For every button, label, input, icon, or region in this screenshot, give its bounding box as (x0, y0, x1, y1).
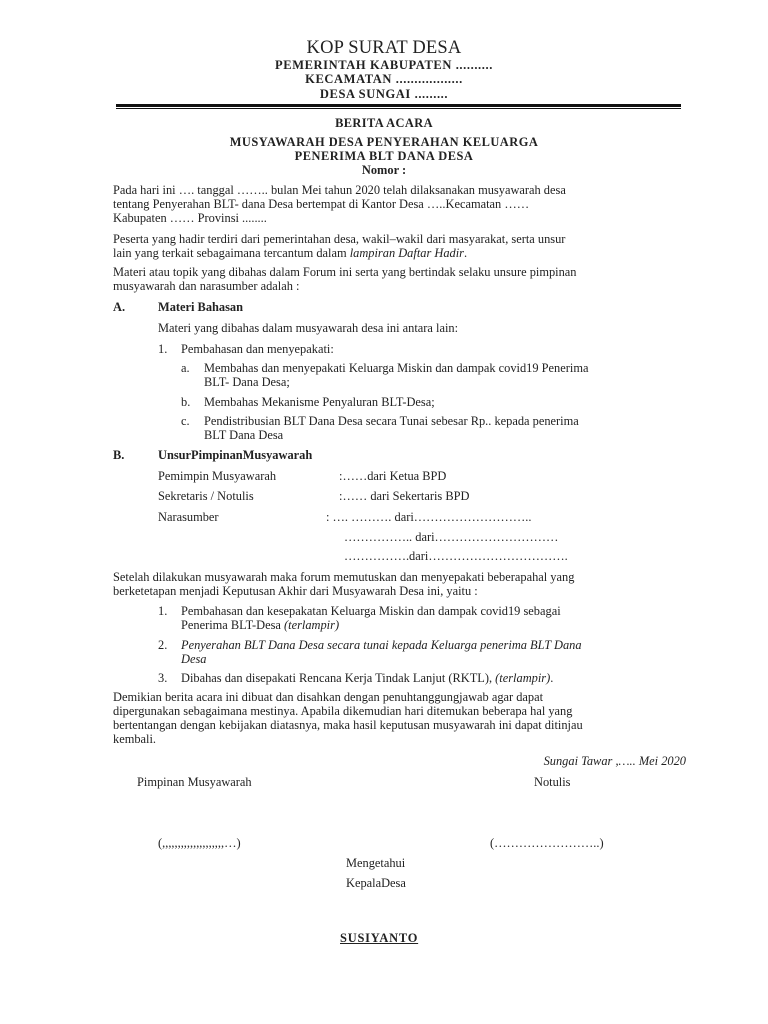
leader-label: Pemimpin Musyawarah (158, 469, 277, 483)
paragraph-line: Kabupaten …… Provinsi ........ (113, 211, 267, 225)
text-segment: Dibahas dan disepakati Rencana Kerja Tindak Lanjut (RKTL), (181, 671, 496, 685)
decision-line (181, 618, 686, 632)
paragraph-line: kembali. (113, 732, 157, 746)
paragraph-line: tentang Penyerahan BLT- dana Desa bertempat di Kantor Desa …..Kecamatan …… (113, 197, 530, 211)
section-a-intro: Materi yang dibahas dalam musyawarah desa ini antara lain: (158, 321, 459, 335)
document-title-line1: MUSYAWARAH DESA PENYERAHAN KELUARGA (229, 135, 539, 149)
text-segment: . (463, 246, 468, 260)
daftar-hadir-reference: lampiran Daftar Hadir (349, 246, 464, 260)
paragraph-participants (113, 232, 686, 260)
nomor-label: Nomor : (361, 163, 407, 177)
paragraph-line: bertentangan dengan kebijakan diatasnya, maka hasil keputusan musyawarah ini dapat ditinjau (113, 718, 583, 732)
mengetahui-label: Mengetahui (346, 856, 406, 870)
paragraph-topics (113, 265, 686, 293)
paragraph-line: Materi atau topik yang dibahas dalam Forum ini serta yang bertindak selaku unsure pimpinan (113, 265, 577, 279)
paragraph-line (113, 246, 686, 260)
paragraph-line: berketetapan menjadi Keputusan Akhir dari Musyawarah Desa ini, yaitu : (113, 584, 478, 598)
speaker-extra: …………….dari……………………………. (344, 549, 568, 563)
paragraph-line: musyawarah dan narasumber adalah : (113, 279, 300, 293)
right-signer-role: Notulis (534, 775, 571, 789)
sub-item-line: Membahas dan menyepakati Keluarga Miskin dan dampak covid19 Penerima (204, 361, 589, 375)
kop-rule-thin (116, 108, 681, 109)
document-title-line2: PENERIMA BLT DANA DESA (294, 149, 474, 163)
kop-line-desa: DESA SUNGAI ......... (319, 87, 449, 101)
left-signer-role: Pimpinan Musyawarah (137, 775, 252, 789)
kop-title: KOP SURAT DESA (306, 38, 462, 58)
sub-item (204, 395, 686, 409)
decision-line: Desa (181, 652, 207, 666)
left-signature-blank: (,,,,,,,,,,,,,,,,,,,,…) (158, 836, 241, 850)
decision-item (181, 638, 686, 666)
signer-name: SUSIYANTO (340, 931, 419, 945)
sub-item (204, 414, 686, 442)
kop-line-kabupaten: PEMERINTAH KABUPATEN .......... (275, 58, 493, 72)
decision-line: Penyerahan BLT Dana Desa secara tunai kepada Keluarga penerima BLT Dana (181, 638, 582, 652)
decision-item (181, 604, 686, 632)
paragraph-line: Pada hari ini …. tanggal …….. bulan Mei tahun 2020 telah dilaksanakan musyawarah desa (113, 183, 566, 197)
leader-value: :……dari Ketua BPD (339, 469, 447, 483)
sub-item-line: Membahas Mekanisme Penyaluran BLT-Desa; (204, 395, 435, 409)
paragraph-opening (113, 183, 686, 225)
kepala-desa-label: KepalaDesa (346, 876, 406, 890)
text-segment: Penerima BLT-Desa (181, 618, 285, 632)
section-b-letter: B. (113, 448, 125, 462)
sub-item-line: BLT Dana Desa (204, 428, 284, 442)
paragraph-decision (113, 570, 686, 598)
paragraph-line: Setelah dilakukan musyawarah maka forum memutuskan dan menyepakati beberapahal yang (113, 570, 575, 584)
sub-item-letter: a. (181, 361, 190, 375)
sub-item (204, 361, 686, 389)
secretary-label: Sekretaris / Notulis (158, 489, 254, 503)
speaker-extra: …………….. dari………………………… (344, 530, 559, 544)
section-a-title: Materi Bahasan (158, 300, 244, 314)
sub-item-line: BLT- Dana Desa; (204, 375, 290, 389)
section-a-letter: A. (113, 300, 126, 314)
sub-item-letter: c. (181, 414, 190, 428)
text-segment: lain yang terkait sebagaimana tercantum dalam (113, 246, 350, 260)
kop-rule-thick (116, 104, 681, 107)
sub-item-line: Pendistribusian BLT Dana Desa secara Tunai sebesar Rp.. kepada penerima (204, 414, 579, 428)
list-number: 2. (158, 638, 168, 652)
place-date: Sungai Tawar ,….. Mei 2020 (543, 754, 686, 768)
text-segment: . (550, 671, 554, 685)
kop-line-kecamatan: KECAMATAN .................. (305, 72, 463, 86)
section-b-title: UnsurPimpinanMusyawarah (158, 448, 313, 462)
list-number: 1. (158, 342, 168, 356)
sub-item-letter: b. (181, 395, 191, 409)
list-number: 1. (158, 604, 168, 618)
list-item-text: Pembahasan dan menyepakati: (181, 342, 334, 356)
list-number: 3. (158, 671, 168, 685)
speaker-label: Narasumber (158, 510, 219, 524)
paragraph-line: Demikian berita acara ini dibuat dan disahkan dengan penuhtanggungjawab agar dapat (113, 690, 544, 704)
decision-line: Pembahasan dan kesepakatan Keluarga Miskin dan dampak covid19 sebagai (181, 604, 561, 618)
secretary-value: :…… dari Sekertaris BPD (339, 489, 470, 503)
right-signature-blank: (……………………..) (490, 836, 604, 850)
paragraph-line: dipergunakan sebagaimana mestinya. Apabila dikemudian hari ditemukan beberapa hal yang (113, 704, 573, 718)
speaker-value: : …. ………. dari……………………….. (326, 510, 532, 524)
decision-item (181, 671, 686, 685)
paragraph-closing (113, 690, 686, 746)
terlampir-note: (terlampir) (284, 618, 340, 632)
berita-acara-heading: BERITA ACARA (335, 116, 433, 130)
paragraph-line: Peserta yang hadir terdiri dari pemerintahan desa, wakil–wakil dari masyarakat, serta unsur (113, 232, 566, 246)
terlampir-note: (terlampir) (495, 671, 551, 685)
